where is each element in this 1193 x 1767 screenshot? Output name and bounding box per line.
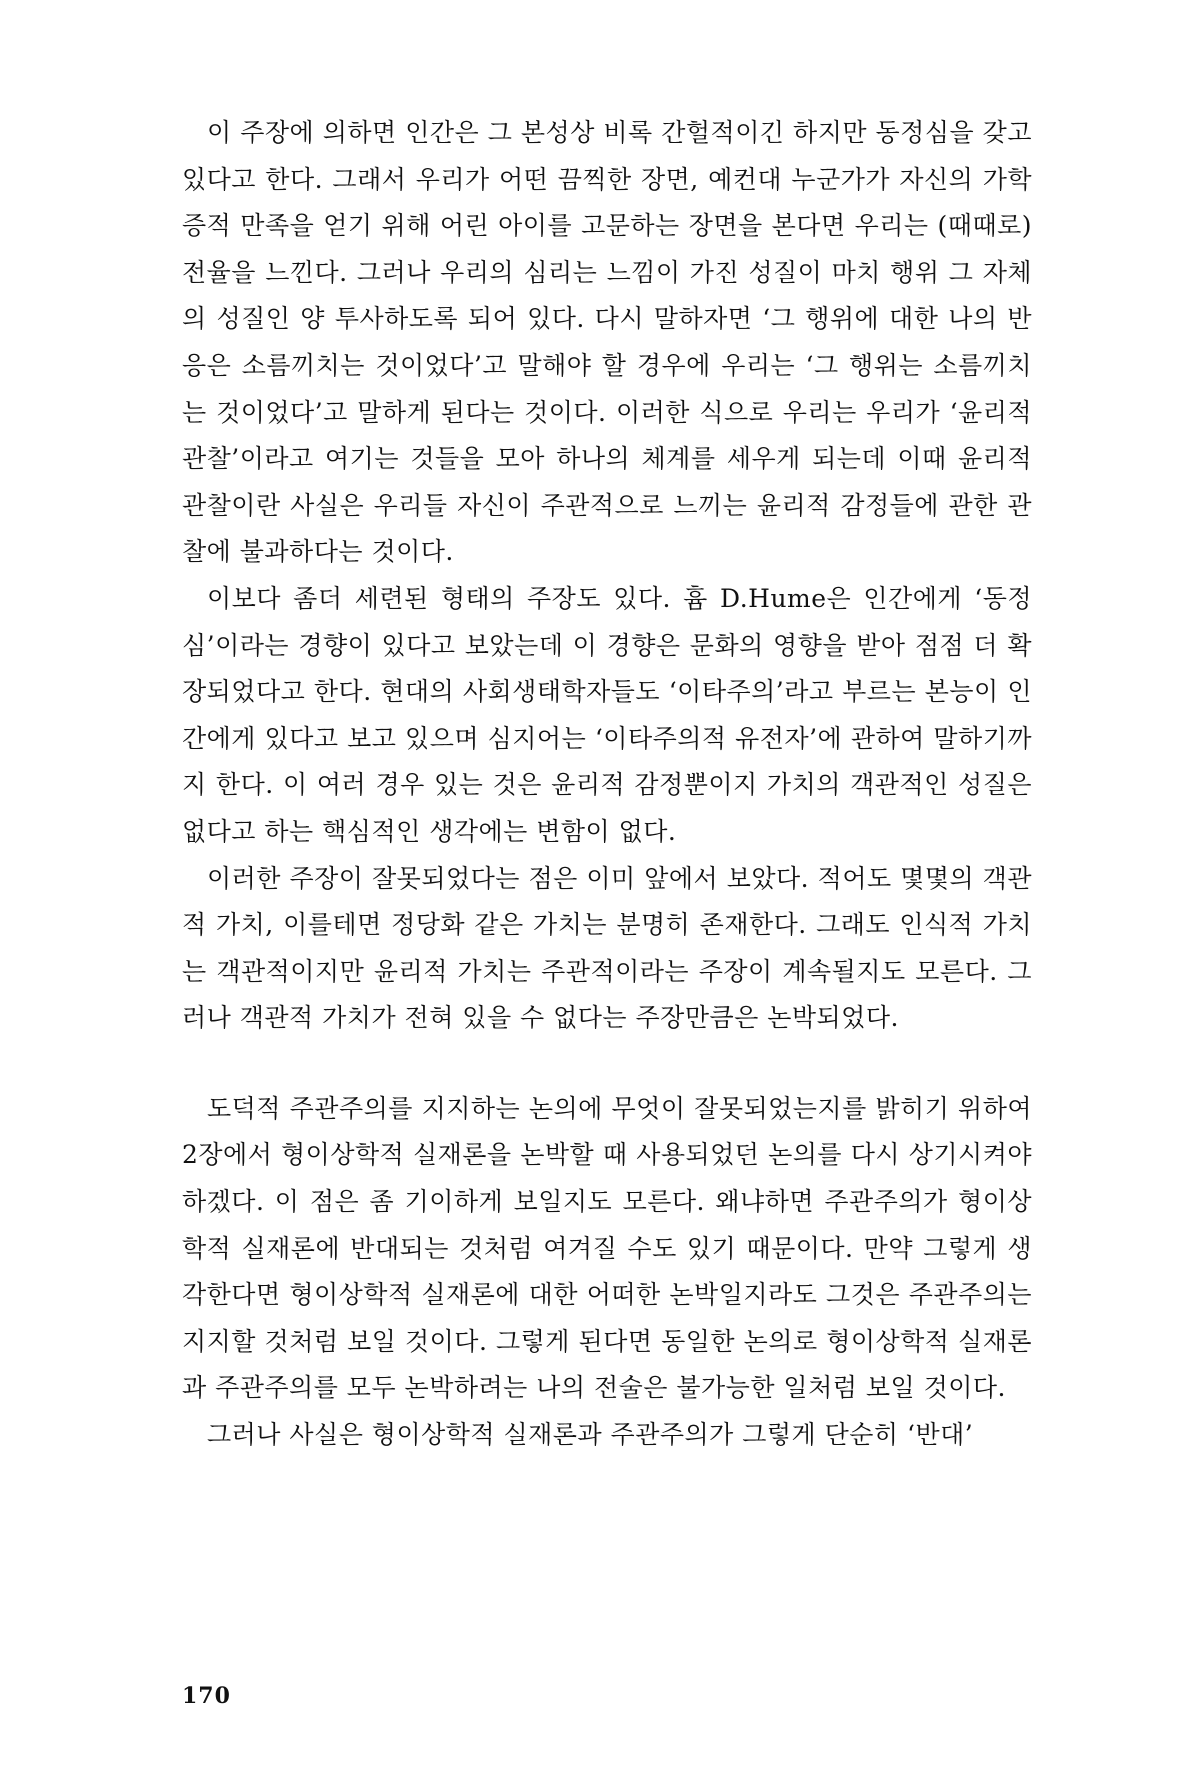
paragraph-2: 이보다 좀더 세련된 형태의 주장도 있다. 흄 D.Hume은 인간에게 ‘동정심’이라는 경향이 있다고 보았는데 이 경향은 문화의 영향을 받아 점점 더 확장되었다고 한다. 현대의 사회생태학자들도 ‘이타주의’라고 부르는 본능이 인간에게 있다고 보고 있으며 심지어는 ‘이타주의적 유전자’에 관하여 말하기까지 한다. 이 여러 경우 있는 것은 윤리적 감정뿐이지 가치의 객관적인 성질은 없다고 하는 핵심적인 생각에는 변함이 없다. [182, 583, 1032, 846]
page-body [182, 110, 1032, 1459]
paragraph-3: 이러한 주장이 잘못되었다는 점은 이미 앞에서 보았다. 적어도 몇몇의 객관적 가치, 이를테면 정당화 같은 가치는 분명히 존재한다. 그래도 인식적 가치는 객관적이지만 윤리적 가치는 주관적이라는 주장이 계속될지도 모른다. 그러나 객관적 가치가 전혀 있을 수 없다는 주장만큼은 논박되었다. [182, 863, 1032, 1033]
paragraph-4: 도덕적 주관주의를 지지하는 논의에 무엇이 잘못되었는지를 밝히기 위하여 2장에서 형이상학적 실재론을 논박할 때 사용되었던 논의를 다시 상기시켜야 하겠다. 이 점은 좀 기이하게 보일지도 모른다. 왜냐하면 주관주의가 형이상학적 실재론에 반대되는 것처럼 여겨질 수도 있기 때문이다. 만약 그렇게 생각한다면 형이상학적 실재론에 대한 어떠한 논박일지라도 그것은 주관주의는 지지할 것처럼 보일 것이다. 그렇게 된다면 동일한 논의로 형이상학적 실재론과 주관주의를 모두 논박하려는 나의 전술은 불가능한 일처럼 보일 것이다. [182, 1093, 1032, 1403]
page-number: 170 [182, 1683, 231, 1709]
section-break [182, 1042, 1032, 1086]
paragraph-1: 이 주장에 의하면 인간은 그 본성상 비록 간헐적이긴 하지만 동정심을 갖고 있다고 한다. 그래서 우리가 어떤 끔찍한 장면, 예컨대 누군가가 자신의 가학증적 만족을 얻기 위해 어린 아이를 고문하는 장면을 본다면 우리는 (때때로) 전율을 느낀다. 그러나 우리의 심리는 느낌이 가진 성질이 마치 행위 그 자체의 성질인 양 투사하도록 되어 있다. 다시 말하자면 ‘그 행위에 대한 나의 반응은 소름끼치는 것이었다’고 말해야 할 경우에 우리는 ‘그 행위는 소름끼치는 것이었다’고 말하게 된다는 것이다. 이러한 식으로 우리는 우리가 ‘윤리적 관찰’이라고 여기는 것들을 모아 하나의 체계를 세우게 되는데 이때 윤리적 관찰이란 사실은 우리들 자신이 주관적으로 느끼는 윤리적 감정들에 관한 관찰에 불과하다는 것이다. [182, 118, 1032, 567]
paragraph-5: 그러나 사실은 형이상학적 실재론과 주관주의가 그렇게 단순히 ‘반대’ [207, 1420, 974, 1450]
